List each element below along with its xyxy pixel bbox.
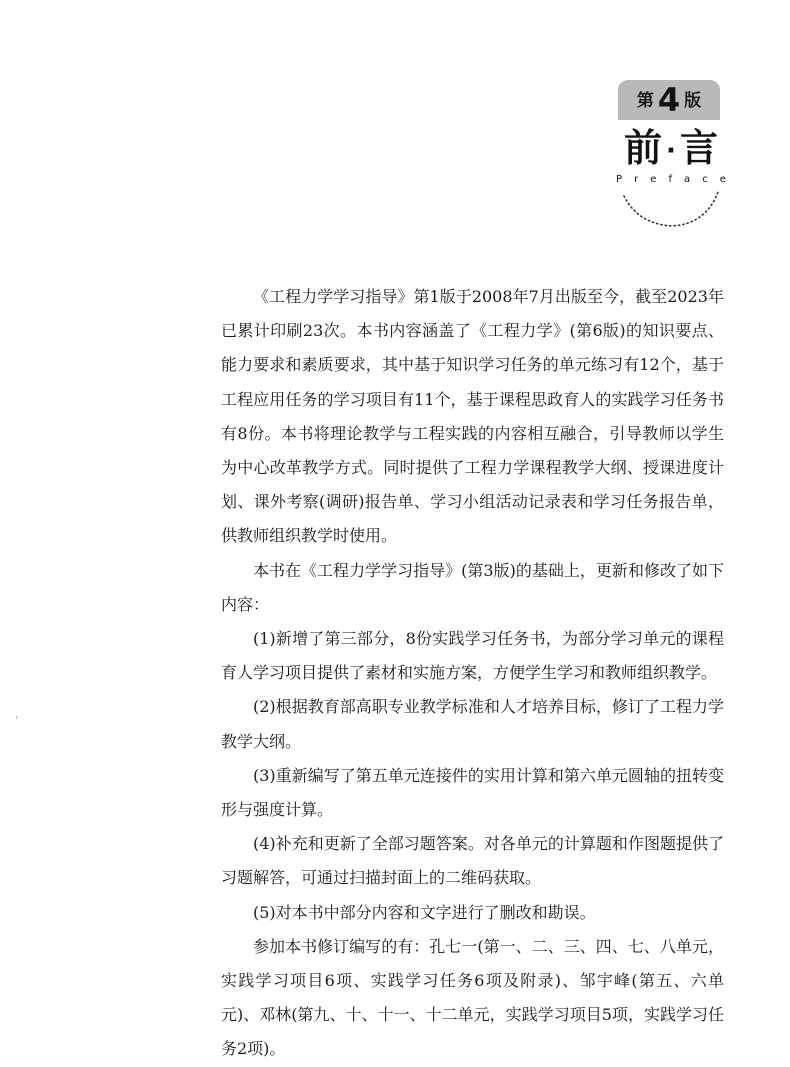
margin-mark [16, 716, 17, 719]
preface-body [221, 280, 724, 1067]
dotted-arc-decoration [620, 186, 724, 232]
paragraph: (1)新增了第三部分，8份实践学习任务书，为部分学习单元的课程育人学习项目提供了素材和实施方案，方便学生学习和教师组织教学。 [221, 629, 724, 683]
subtitle-letter: r [634, 174, 639, 185]
page-title [615, 124, 727, 175]
paragraph: 本书在《工程力学学习指导》(第3版)的基础上，更新和修改了如下内容： [221, 560, 724, 614]
title-right-char: 言 [679, 126, 718, 170]
paragraph: (2)根据教育部高职专业教学标准和人才培养目标，修订了工程力学教学大纲。 [221, 697, 724, 751]
subtitle-letter: P [616, 174, 623, 185]
paragraph: (4)补充和更新了全部习题答案。对各单元的计算题和作图题提供了习题解答，可通过扫描封面上的二维码获取。 [221, 834, 724, 888]
english-subtitle [616, 174, 726, 185]
title-dot: · [666, 135, 676, 166]
subtitle-letter: e [650, 174, 657, 185]
subtitle-letter: a [684, 174, 691, 185]
paragraph: (3)重新编写了第五单元连接件的实用计算和第六单元圆轴的扭转变形与强度计算。 [221, 765, 724, 820]
subtitle-letter: e [719, 174, 726, 185]
paragraph: 《工程力学学习指导》第1版于2008年7月出版至今，截至2023年已累计印刷23次。本书内容涵盖了《工程力学》(第6版)的知识要点、能力要求和素质要求，其中基于知识学习任务的单元练习有12个，基于工程应用任务的学习项目有11个，基于课程思政育人的实践学习任务书有8份。本书将理论教学与工程实践的内容相互融合，引导教师以学生为中心改革教学方式。同时提供了工程力学课程教学大纲、授课进度计划、课外考察(调研)报告单、学习小组活动记录表和学习任务报告单，供教师组织教学时使用。 [221, 287, 724, 546]
edition-prefix: 第 [636, 90, 654, 111]
edition-number: 4 [657, 81, 681, 119]
edition-suffix: 版 [684, 90, 702, 111]
title-left-char: 前 [624, 126, 663, 170]
paragraph: (5)对本书中部分内容和文字进行了删改和勘误。 [253, 902, 596, 922]
edition-badge [618, 80, 720, 120]
subtitle-letter: c [702, 174, 708, 185]
subtitle-letter: f [668, 174, 672, 185]
paragraph: 参加本书修订编写的有：孔七一(第一、二、三、四、七、八单元，实践学习项目6项、实践学习任务6项及附录)、邹宇峰(第五、六单元)、邓林(第九、十、十一、十二单元，实践学习项目5项，实践学习任务2项)。 [221, 936, 724, 1059]
